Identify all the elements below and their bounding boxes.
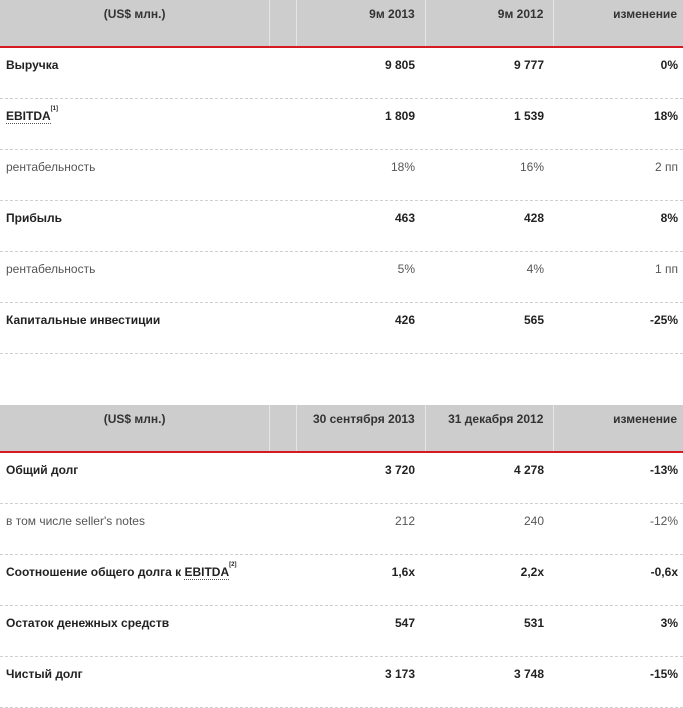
row-value-previous: 531	[523, 616, 544, 630]
row-label: Капитальные инвестиции	[6, 313, 161, 327]
row-label	[0, 99, 296, 149]
header-change: изменение	[613, 7, 677, 21]
row-value-previous: 240	[523, 514, 544, 528]
row-value-previous: 2,2x	[520, 565, 544, 579]
row-value-change: -0,6x	[650, 565, 678, 579]
table-row	[0, 201, 683, 252]
row-value-change: -25%	[649, 313, 678, 327]
footnote-ref[interactable]: [2]	[229, 562, 237, 568]
row-value-previous: 428	[523, 211, 544, 225]
header-change: изменение	[613, 412, 677, 426]
table-row	[0, 150, 683, 201]
row-value-current: 3 173	[384, 667, 415, 681]
row-label: в том числе seller's notes	[6, 514, 145, 528]
row-value-change: 2 пп	[654, 160, 678, 174]
row-value-current: 5%	[397, 262, 415, 276]
row-label: Общий долг	[6, 463, 79, 477]
table-row	[0, 504, 683, 555]
row-label: рентабельность	[6, 262, 96, 276]
row-value-current: 3 720	[384, 463, 415, 477]
table-row	[0, 252, 683, 303]
header-date-current: 30 сентября 2013	[297, 405, 426, 451]
ebitda-abbr-link[interactable]: EBITDA	[184, 565, 230, 579]
row-label: Прибыль	[6, 211, 62, 225]
header-spacer	[269, 0, 297, 46]
row-value-current: 1,6x	[391, 565, 415, 579]
row-label: рентабельность	[6, 160, 96, 174]
ebitda-abbr-link[interactable]: EBITDA	[6, 109, 51, 123]
row-value-previous: 9 777	[513, 58, 544, 72]
row-value-change: 1 пп	[654, 262, 678, 276]
header-units: (US$ млн.)	[103, 412, 166, 426]
table-header	[0, 0, 683, 48]
row-value-current: 18%	[390, 160, 415, 174]
header-date-previous: 31 декабря 2012	[426, 405, 555, 451]
table-row	[0, 453, 683, 504]
table-row	[0, 48, 683, 99]
header-units: (US$ млн.)	[103, 7, 166, 21]
row-value-previous: 3 748	[513, 667, 544, 681]
row-label: Остаток денежных средств	[6, 616, 170, 630]
table-row	[0, 606, 683, 657]
row-value-current: 547	[394, 616, 415, 630]
row-value-change: -12%	[649, 514, 678, 528]
header-spacer	[269, 405, 297, 451]
debt-table	[0, 405, 683, 708]
row-value-current: 1 809	[384, 109, 415, 123]
table-row	[0, 99, 683, 150]
row-value-change: 3%	[660, 616, 678, 630]
table-row	[0, 657, 683, 708]
row-value-change: -13%	[649, 463, 678, 477]
table-header	[0, 405, 683, 453]
row-value-change: 18%	[653, 109, 678, 123]
row-value-current: 9 805	[384, 58, 415, 72]
row-label: Чистый долг	[6, 667, 83, 681]
row-value-change: 8%	[660, 211, 678, 225]
row-value-previous: 4 278	[513, 463, 544, 477]
header-period-current: 9м 2013	[297, 0, 426, 46]
table-row	[0, 303, 683, 354]
row-label-text: Соотношение общего долга к	[6, 565, 182, 579]
footnote-ref[interactable]: [1]	[50, 106, 59, 112]
row-value-previous: 4%	[526, 262, 544, 276]
header-period-previous: 9м 2012	[426, 0, 555, 46]
row-value-previous: 1 539	[513, 109, 544, 123]
row-value-current: 212	[394, 514, 415, 528]
row-value-change: -15%	[649, 667, 678, 681]
row-value-previous: 565	[523, 313, 544, 327]
row-value-current: 426	[394, 313, 415, 327]
row-value-current: 463	[394, 211, 415, 225]
row-label: Выручка	[6, 58, 59, 72]
row-value-previous: 16%	[519, 160, 544, 174]
row-label	[0, 555, 296, 605]
table-row	[0, 555, 683, 606]
row-value-change: 0%	[660, 58, 678, 72]
